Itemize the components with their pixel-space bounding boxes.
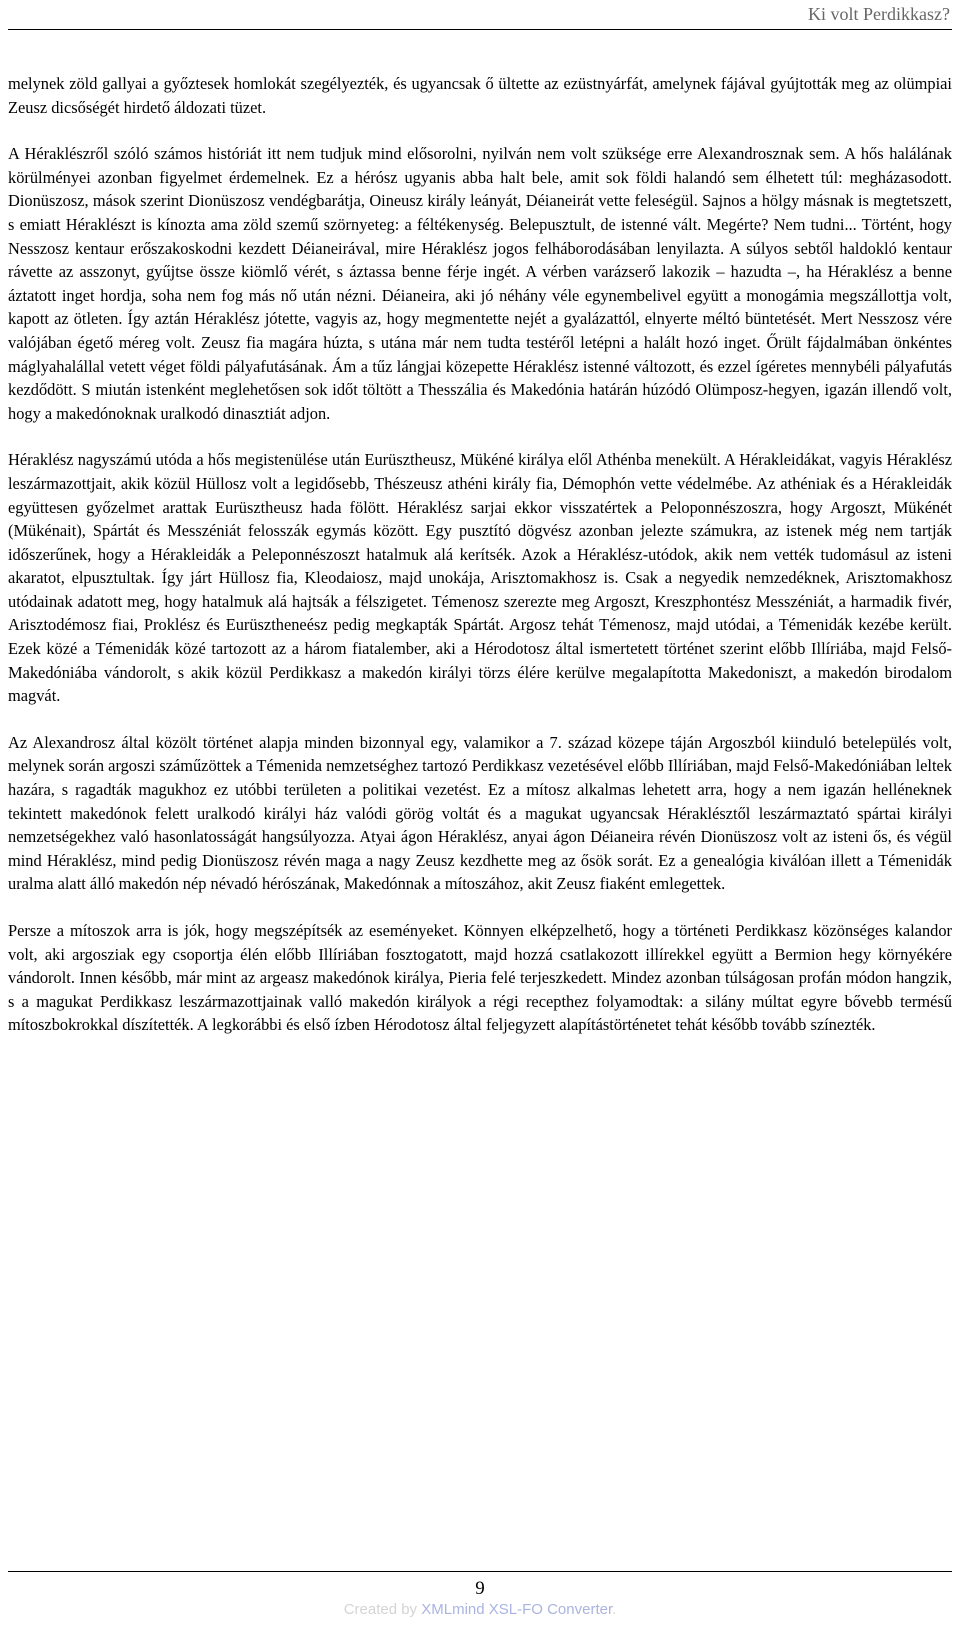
paragraph-3: Héraklész nagyszámú utóda a hős megistenülése után Eurüsztheusz, Mükéné királya elől Athénba menekült. A Hérakleidákat, vagyis Héraklész leszármazottjait, akik közül Hüllosz volt a legidősebb, Thészeusz athéni király fia, Démophón vette védelmébe. Az athéniak és a Hérakleidák együttesen győzelmet arattak Eurüsztheusz hada fölött. Héraklész sarjai ekkor visszatértek a Peloponnészoszra, hogy Argoszt, Mükénét (Mükénait), Spártát és Messzéniát felosszák egymás között. Egy pusztító dögvész azonban jelezte számukra, az istenek még nem tartják időszerűnek, hogy a Hérakleidák a Peleponnészoszt hatalmuk alá kerítsék. Azok a Héraklész-utódok, akik nem vették tudomásul az isteni akaratot, elpusztultak. Így járt Hüllosz fia, Kleodaiosz, majd unokája, Arisztomakhosz is. Csak a negyedik nemzedéknek, Arisztomakhosz utódainak adatott meg, hogy hatalmuk alá hajtsák a félszigetet. Témenosz szerezte meg Argoszt, Kreszphontész Messzéniát, a harmadik fivér, Arisztodémosz fiai, Proklész és Eurüsztheneész pedig megkapták Spártát. Argosz tehát Témenosz, majd utódai, a Témenidák kezébe került. Ezek közé a Témenidák közé tartozott az a három fiatalember, aki a Hérodotosz által ismertetett történet szerint előbb Illíriába, majd Felső- Makedóniába vándorolt, s akik közül Perdikkasz a makedón királyi törzs élére kerülve megalapította Makedoniszt, a makedón birodalom magvát. — [8, 450, 952, 706]
producer-suffix: . — [612, 1601, 617, 1618]
paragraph-2: A Héraklészről szóló számos históriát itt nem tudjuk mind elősorolni, nyilván nem volt szüksége erre Alexandrosznak sem. A hős halálának körülményei azonban figyelmet érdemelnek. Ez a hérósz ugyanis abba halt bele, amit sok földi halandó sem élhetett túl: megházasodott. Dionüszosz, mások szerint Dionüszosz vendégbarátja, Oineusz király leányát, Déianeirát vette feleségül. Sajnos a hölgy másnak is megtetszett, s emiatt Héraklészt is kínozta ama zöld szemű szörnyeteg: a féltékenység. Belepusztult, de istenné vált. Megérte? Nem tudni... Történt, hogy Nesszosz kentaur erőszakoskodni kezdett Déianeirával, mire Héraklész jogos felháborodásában lenyilazta. A súlyos sebtől haldokló kentaur rávette az asszonyt, gyűjtse össze kiömlő vérét, s áztassa benne férje ingét. A vérben varázserő lakozik – hazudta –, ha Héraklész a benne áztatott inget hordja, soha nem fog más nő után nézni. Déianeira, aki jó néhány véle egynembelivel együtt a monogámia megszállottja volt, kapott az ötleten. Így aztán Héraklész jótette, vagyis az, hogy megmentette nejét a gyalázattól, elnyerte méltó büntetését. Mert Nesszosz vére valójában égető méreg volt. Zeusz fia magára húzta, s utána már nem tudta testéről letépni a halált hozó inget. Őrült fájdalmában önkéntes máglyahalállal vetett véget földi pályafutásának. Ám a tűz lángjai közepette Héraklész istenné változott, és ezzel ígéretes mennybéli pályafutás kezdődött. S miután istenként meglehetősen sok időt töltött a Thesszália és Makedónia határán húzódó Olümposz-hegyen, igazán illendő volt, hogy a makedónoknak uralkodó dinasztiát adjon. — [8, 144, 952, 423]
header-rule — [8, 29, 952, 30]
paragraph-1: melynek zöld gallyai a győztesek homlokát szegélyezték, és ugyancsak ő ültette az ezüstnyárfát, amelynek fájával gyújtották meg az olümpiai Zeusz dicsőségét hirdető áldozati tüzet. — [8, 74, 952, 117]
page-number: 9 — [475, 1578, 485, 1599]
producer-watermark — [0, 1601, 960, 1618]
footer-rule — [8, 1571, 952, 1572]
document-body — [8, 72, 952, 1037]
running-header: Ki volt Perdikkasz? — [808, 4, 950, 24]
producer-brand-link[interactable]: XMLmind XSL-FO Converter — [421, 1601, 613, 1618]
producer-prefix: Created by — [343, 1601, 422, 1618]
paragraph-4: Az Alexandrosz által közölt történet alapja minden bizonnyal egy, valamikor a 7. század közepe táján Argoszból kiinduló betelepülés volt, melynek során argoszi száműzöttek a Témenida nemzetséghez tartozó Perdikkasz vezetésével előbb Illíriában, majd Felső-Makedóniában leltek hazára, s ragadták magukhoz ez utóbbi területen a politikai vezetést. Ez a mítosz alkalmas lehetett arra, hogy a nem igazán helléneknek tekintett makedónok felett uralkodó királyi ház valódi görög voltát és a magukat ugyancsak Héraklésztől leszármaztató spártai királyi nemzetségekhez való hasonlatosságát hangsúlyozza. Atyai ágon Héraklész, anyai ágon Déianeira révén Dionüszosz volt az isteni ős, és végül mind Héraklész, mind pedig Dionüszosz révén maga a nagy Zeusz kezdhette meg az ősök sorát. Ez a genealógia kiválóan illett a Témenidák uralma alatt álló makedón nép névadó hérószának, Makedónnak a mítoszához, akit Zeusz fiaként emlegettek. — [8, 732, 952, 894]
paragraph-5: Persze a mítoszok arra is jók, hogy megszépítsék az eseményeket. Könnyen elképzelhető, hogy a történeti Perdikkasz közönséges kalandor volt, aki argosziak egy csoportja élén előbb Illíriában fosztogatott, majd hozzá csatlakozott illírekkel együtt a Bermion hegy környékére vándorolt. Innen később, már mint az argeasz makedónok királya, Pieria felé terjeszkedett. Mindez azonban túlságosan profán módon hangzik, s a magukat Perdikkasz leszármazottjainak valló makedón királyok a régi recepthez folyamodtak: a silány múltat egyre bővebb termésű mítoszbokrokkal díszítették. A legkorábbi és első ízben Hérodotosz által feljegyzett alapítástörténetet tehát később tovább színezték. — [8, 921, 952, 1035]
